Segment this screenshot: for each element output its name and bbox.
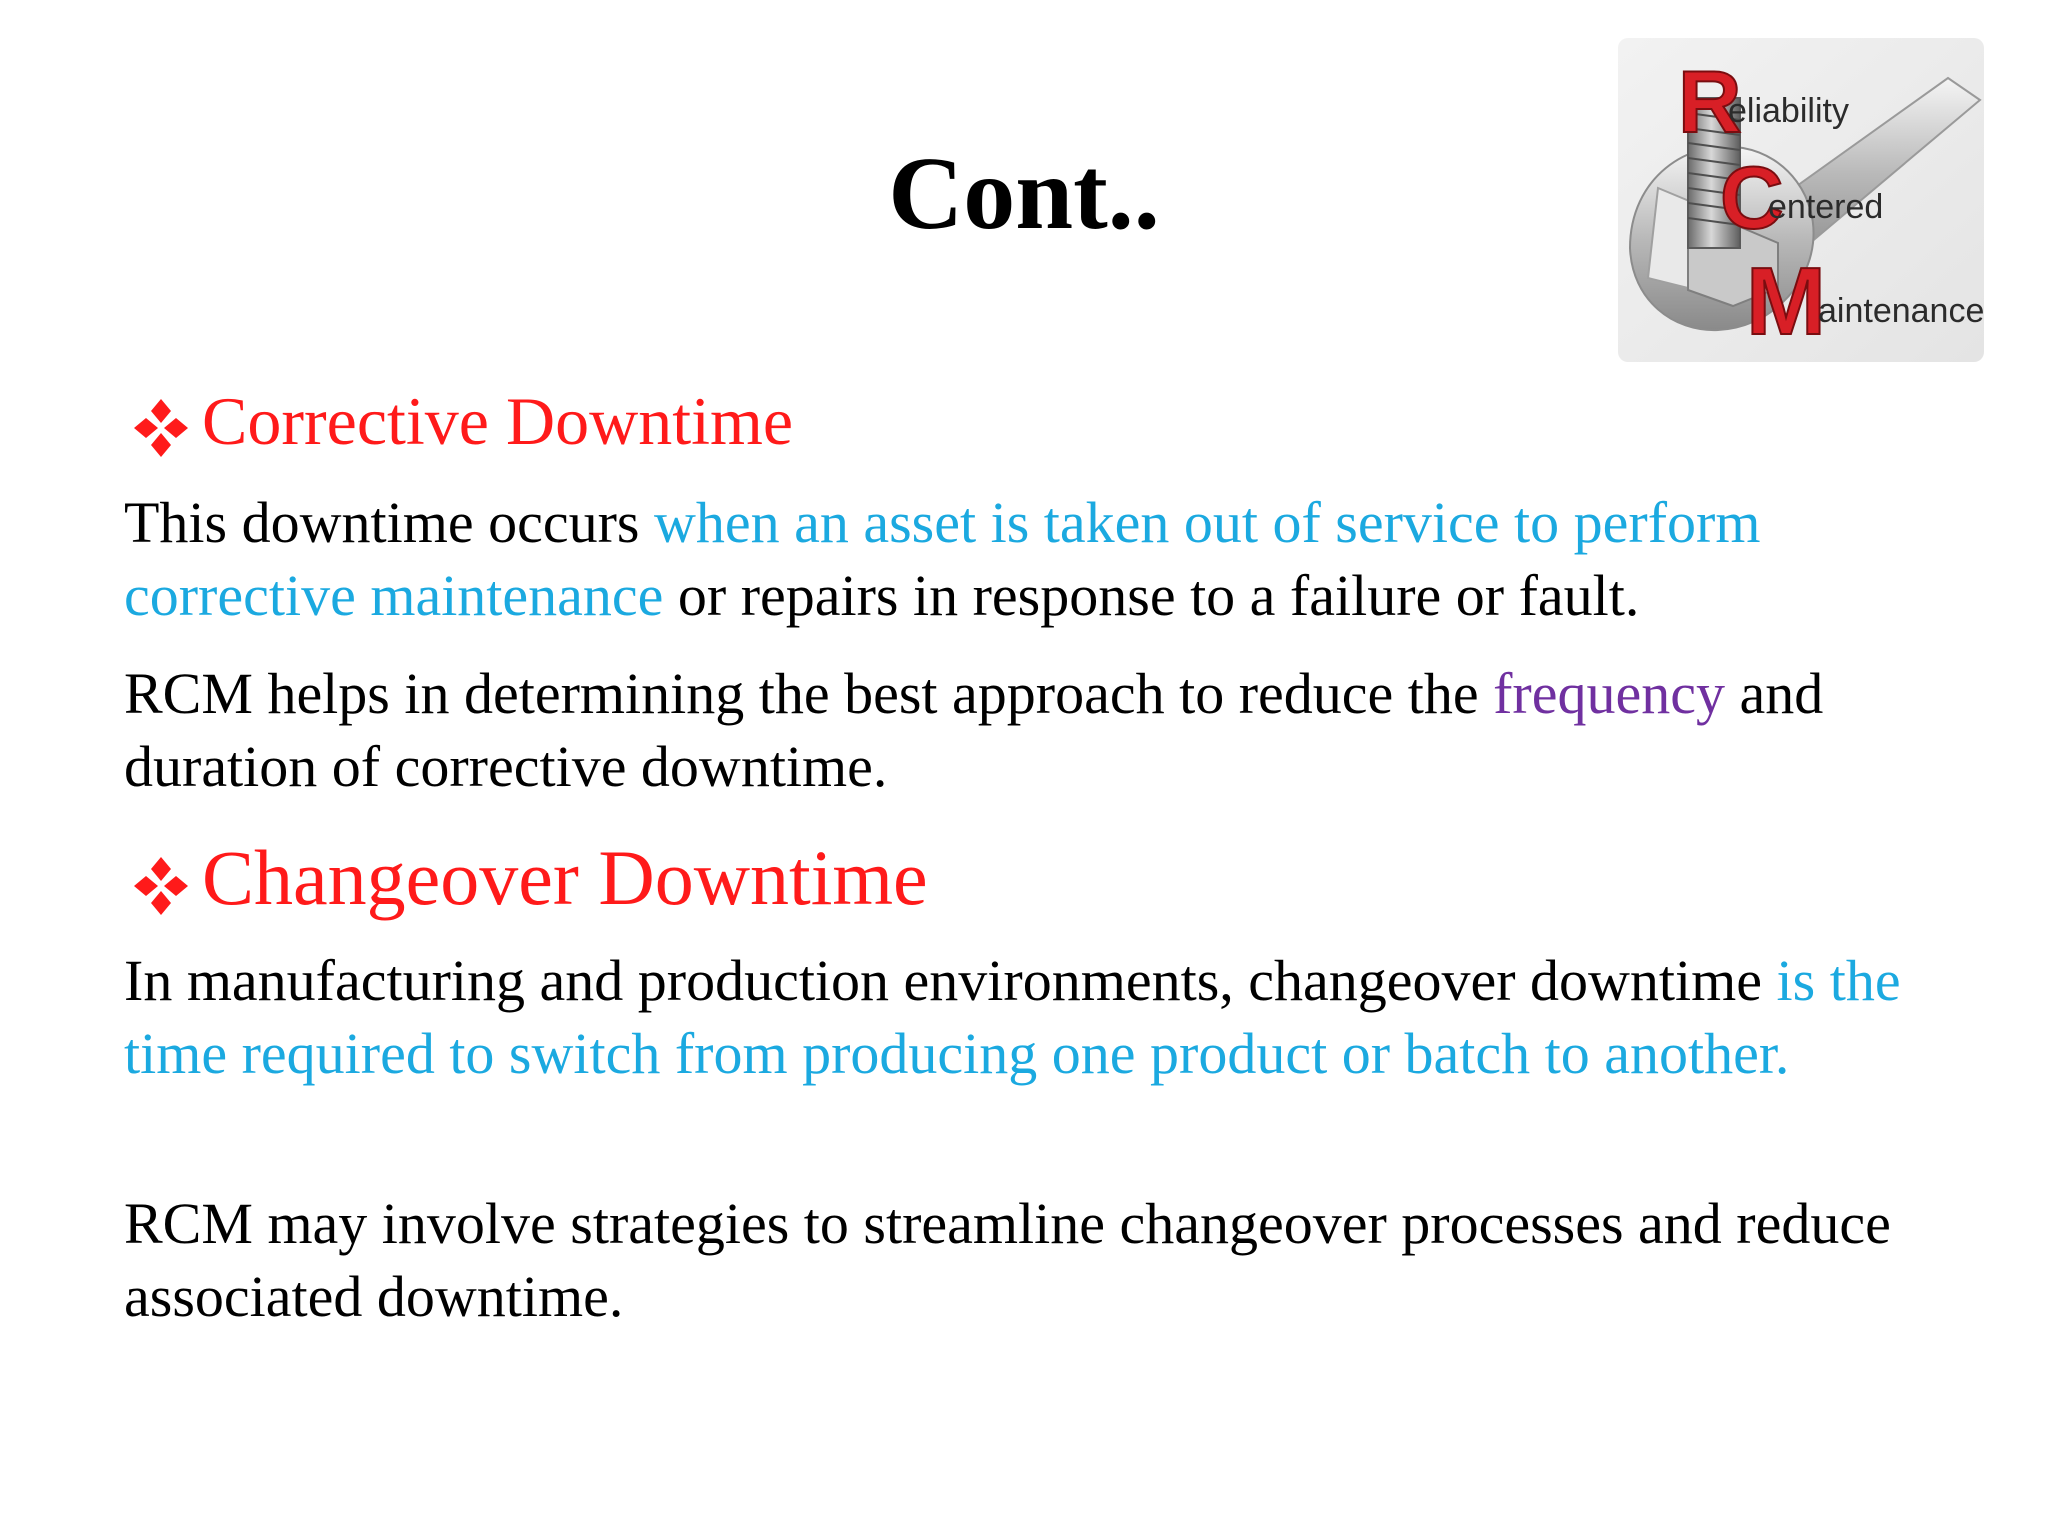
logo-letter-r: R	[1678, 52, 1742, 151]
text-plain: This downtime occurs	[124, 490, 654, 555]
rcm-wrench-logo-icon	[1618, 38, 1984, 362]
section-heading-corrective	[126, 378, 793, 464]
paragraph-changeover-rcm	[124, 1187, 1964, 1333]
text-plain: RCM helps in determining the best approach to reduce the	[124, 661, 1494, 726]
diamond-bullet-icon	[126, 393, 196, 463]
text-accent: frequency	[1493, 661, 1725, 726]
logo-word-3: aintenance	[1818, 292, 1984, 330]
text-plain: In manufacturing and production environments, changeover downtime	[124, 948, 1777, 1013]
paragraph-changeover-definition	[124, 944, 1964, 1090]
section-heading-changeover	[126, 830, 928, 926]
text-plain: or repairs in response to a failure or fault.	[663, 563, 1640, 628]
text-highlight: when an asset is taken out of service to perform corrective maintenance	[124, 490, 1761, 628]
text-plain: RCM may involve strategies to streamline changeover processes and reduce associated downtime.	[124, 1191, 1891, 1329]
paragraph-corrective-definition	[124, 486, 1964, 632]
text-plain: and duration of corrective downtime.	[124, 661, 1824, 799]
diamond-bullet-icon	[126, 851, 196, 921]
heading-text: Changeover Downtime	[202, 834, 928, 921]
text-highlight: is the time required to switch from producing one product or batch to another.	[124, 948, 1901, 1086]
logo-letter-c: C	[1720, 148, 1784, 247]
slide-title: Cont..	[888, 136, 1160, 251]
logo-word-2: entered	[1768, 188, 1884, 226]
logo-letter-m: M	[1746, 248, 1826, 355]
logo-word-1: eliability	[1728, 92, 1849, 130]
heading-text: Corrective Downtime	[202, 383, 794, 459]
rcm-logo	[1618, 38, 1984, 362]
paragraph-corrective-rcm	[124, 657, 1964, 803]
